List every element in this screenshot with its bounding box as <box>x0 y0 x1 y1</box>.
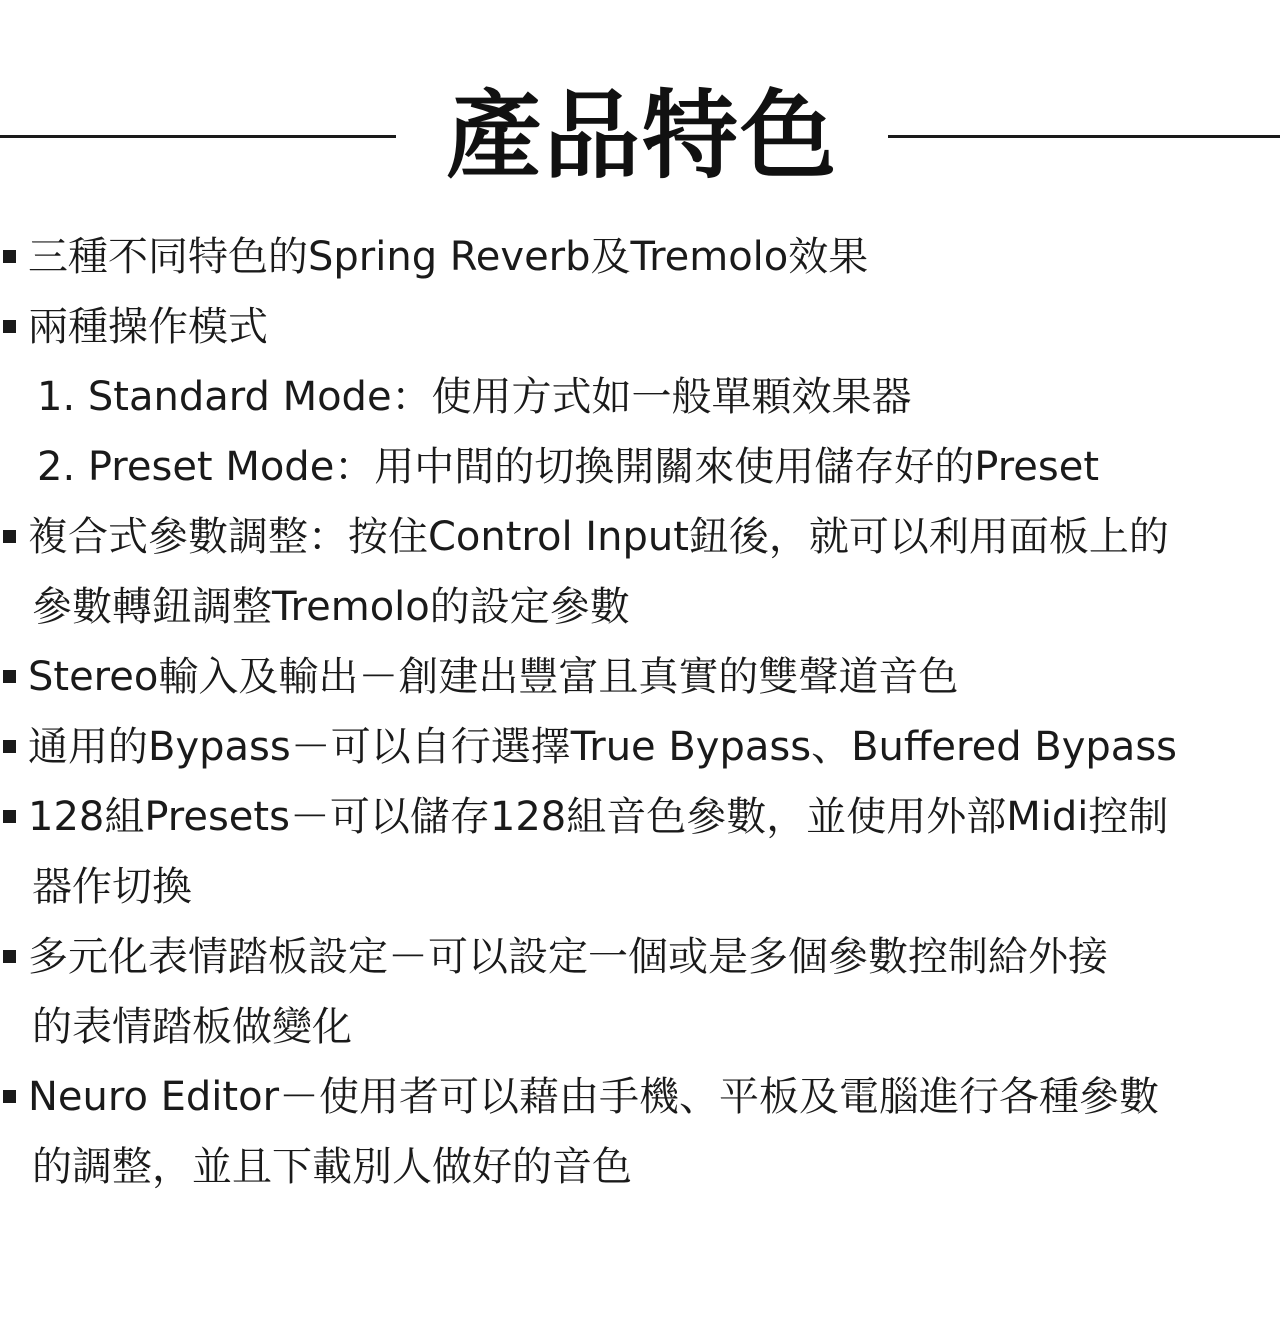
feature-text: 複合式參數調整：按住Control Input鈕後，就可以利用面板上的 <box>28 514 1169 560</box>
feature-text: 的表情踏板做變化 <box>32 1004 352 1050</box>
feature-list <box>0 222 1280 1202</box>
feature-continuation <box>0 852 1280 922</box>
feature-text: Neuro Editor－使用者可以藉由手機、平板及電腦進行各種參數 <box>28 1074 1160 1120</box>
feature-continuation <box>0 1132 1280 1202</box>
bullet-icon <box>3 320 16 333</box>
feature-continuation <box>0 992 1280 1062</box>
feature-text: 三種不同特色的Spring Reverb及Tremolo效果 <box>28 234 869 280</box>
feature-text: 的調整，並且下載別人做好的音色 <box>32 1144 632 1190</box>
bullet-icon <box>3 530 16 543</box>
bullet-icon <box>3 1090 16 1103</box>
feature-item <box>0 642 1280 712</box>
feature-subitem <box>0 432 1280 502</box>
page-title: 產品特色 <box>446 80 838 192</box>
feature-text: 通用的Bypass－可以自行選擇True Bypass、Buffered Bypass <box>28 724 1178 770</box>
feature-text: 器作切換 <box>32 864 192 910</box>
feature-item <box>0 712 1280 782</box>
heading-rule-left <box>0 135 396 138</box>
bullet-icon <box>3 670 16 683</box>
feature-text: 兩種操作模式 <box>28 304 268 350</box>
feature-continuation <box>0 572 1280 642</box>
feature-item <box>0 782 1280 852</box>
feature-text: Stereo輸入及輸出－創建出豐富且真實的雙聲道音色 <box>28 654 959 700</box>
feature-item <box>0 1062 1280 1132</box>
bullet-icon <box>3 810 16 823</box>
feature-subitem <box>0 362 1280 432</box>
feature-item <box>0 222 1280 292</box>
feature-item <box>0 502 1280 572</box>
feature-text: 多元化表情踏板設定－可以設定一個或是多個參數控制給外接 <box>28 934 1108 980</box>
feature-subitem-text: 2. Preset Mode：用中間的切換開關來使用儲存好的Preset <box>37 444 1100 490</box>
bullet-icon <box>3 950 16 963</box>
bullet-icon <box>3 740 16 753</box>
feature-text: 128組Presets－可以儲存128組音色參數，並使用外部Midi控制 <box>28 794 1169 840</box>
feature-item <box>0 922 1280 992</box>
heading-rule-right <box>888 135 1280 138</box>
feature-text: 參數轉鈕調整Tremolo的設定參數 <box>32 584 630 630</box>
section-heading <box>0 78 1280 198</box>
bullet-icon <box>3 250 16 263</box>
feature-item <box>0 292 1280 362</box>
feature-subitem-text: 1. Standard Mode：使用方式如一般單顆效果器 <box>37 374 912 420</box>
